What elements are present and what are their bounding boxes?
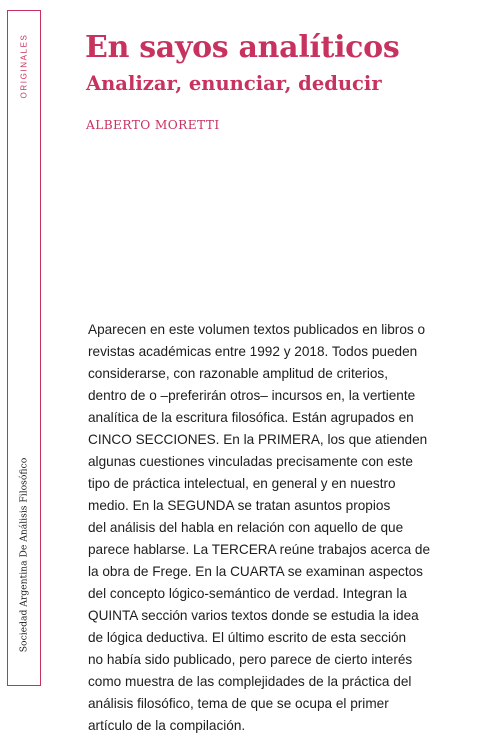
blurb-line: artículo de la compilación. (88, 718, 246, 733)
blurb-line: QUINTA sección varios textos donde se estudia la idea (88, 608, 419, 623)
blurb-line: como muestra de las complejidades de la práctica del (88, 674, 412, 689)
publisher-label: Sociedad Argentina De Análisis Filosófico (18, 457, 30, 653)
blurb-line: análisis filosófico, tema de que se ocupa el primer (88, 696, 389, 711)
blurb-line: del análisis del habla en relación con aquello de que (88, 520, 404, 535)
blurb-line: parece hablarse. La TERCERA reúne trabajos acerca de (88, 542, 431, 557)
blurb-line: analítica de la escritura filosófica. Están agrupados en (88, 410, 414, 425)
blurb-line: revistas académicas entre 1992 y 2018. Todos pueden (88, 344, 418, 359)
blurb-line: CINCO SECCIONES. En la PRIMERA, los que atienden (88, 432, 428, 447)
blurb-line: no había sido publicado, pero parece de cierto interés (88, 652, 413, 667)
blurb-line: algunas cuestiones vinculadas precisamente con este (88, 454, 413, 469)
blurb-line: dentro de o –preferirán otros– incursos en, la vertiente (88, 388, 416, 403)
book-subtitle: Analizar, enunciar, deducir (86, 72, 382, 95)
blurb-text (88, 319, 468, 737)
series-label: ORIGINALES (19, 33, 29, 99)
blurb-line: Aparecen en este volumen textos publicados en libros o (88, 322, 426, 337)
blurb-line: del concepto lógico-semántico de verdad. Integran la (88, 586, 407, 601)
blurb-line: la obra de Frege. En la CUARTA se examinan aspectos (88, 564, 423, 579)
blurb-line: medio. En la SEGUNDA se tratan asuntos propios (88, 498, 391, 513)
blurb-line: considerarse, con razonable amplitud de criterios, (88, 366, 388, 381)
blurb-line: de lógica deductiva. El último escrito de esta sección (88, 630, 407, 645)
blurb-line: tipo de práctica intelectual, en general y en nuestro (88, 476, 396, 491)
book-title: En sayos analíticos (85, 30, 400, 65)
author-name: ALBERTO MORETTI (86, 118, 220, 132)
